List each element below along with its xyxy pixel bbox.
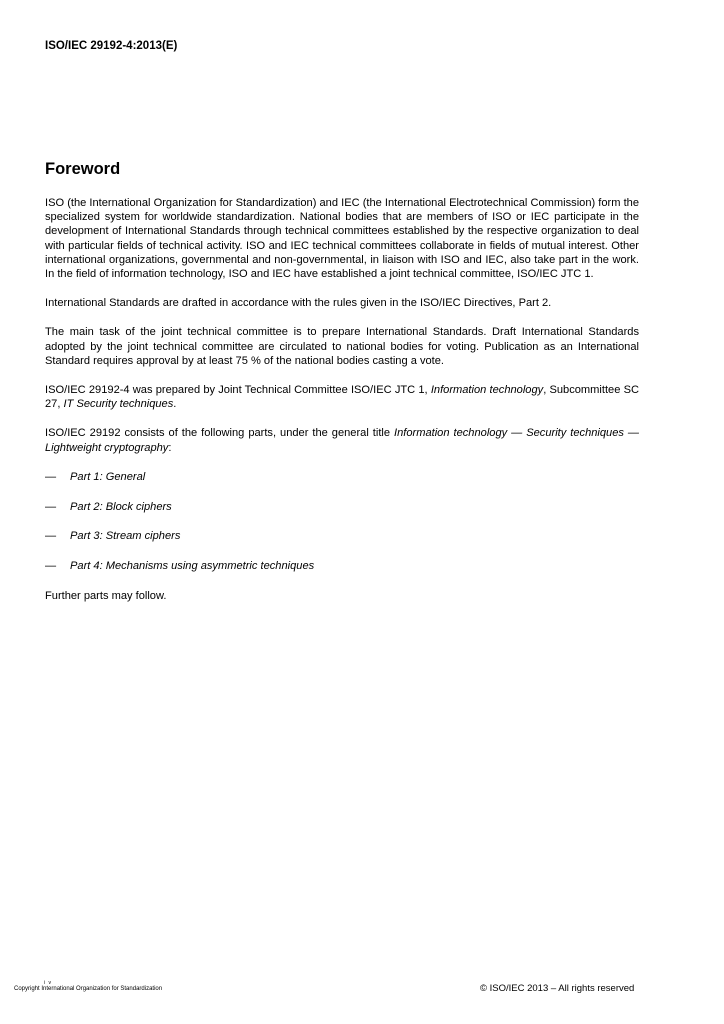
prepared-by-end: . xyxy=(173,398,177,411)
part-label: Part 3: Stream ciphers xyxy=(70,530,181,543)
paragraph-directives: International Standards are drafted in accordance with the rules given in the ISO/IEC Directives, Part 2. xyxy=(45,297,552,310)
general-title-italic: Information technology — Security techniques — Lightweight cryptography xyxy=(45,427,639,454)
prepared-by-subcommittee: , Subcommittee SC 27, xyxy=(45,384,639,411)
part-label: Part 2: Block ciphers xyxy=(70,500,172,513)
document-header: ISO/IEC 29192-4:2013(E) xyxy=(45,40,178,52)
dash-bullet: — xyxy=(45,559,57,572)
dash-bullet: — xyxy=(45,500,57,513)
paragraph-parts-intro xyxy=(45,426,639,454)
page-number: i v xyxy=(44,980,52,986)
prepared-by-title-italic: Information technology xyxy=(430,384,544,397)
part-label: Part 4: Mechanisms using asymmetric techniques xyxy=(70,559,315,572)
footer-copyright-right: © ISO/IEC 2013 – All rights reserved xyxy=(480,983,635,994)
paragraph-main-task: The main task of the joint technical committee is to prepare International Standards. Draft International Standards adopted by the joint technical committee are circulated to national bodies for voting. Publication as an International Standard requires approval by at least 75 % of the national bodies casting a vote. xyxy=(45,326,639,367)
dash-bullet: — xyxy=(45,530,57,543)
dash-bullet: — xyxy=(45,470,57,483)
list-item xyxy=(45,529,639,543)
part-label: Part 1: General xyxy=(70,470,146,483)
parts-intro-text: ISO/IEC 29192 consists of the following parts, under the general title xyxy=(45,427,395,440)
foreword-body xyxy=(45,196,639,618)
list-item xyxy=(45,559,639,573)
paragraph-organizations: ISO (the International Organization for Standardization) and IEC (the International Electrotechnical Commission) form the specialized system for worldwide standardization. National bodies that are members of ISO or IEC participate in the development of International Standards through technical committees established by the respective organization to deal with particular fields of technical activity. ISO and IEC technical committees collaborate in fields of mutual interest. Other international organizations, governmental and non-governmental, in liaison with ISO and IEC, also take part in the work. In the field of information technology, ISO and IEC have established a joint technical committee, ISO/IEC JTC 1. xyxy=(45,197,639,281)
parts-intro-end: : xyxy=(168,441,172,454)
prepared-by-text: ISO/IEC 29192-4 was prepared by Joint Technical Committee ISO/IEC JTC 1, xyxy=(45,384,431,397)
list-item xyxy=(45,500,639,514)
paragraph-prepared-by xyxy=(45,383,639,411)
list-item xyxy=(45,470,639,484)
parts-list xyxy=(45,470,639,573)
footer-copyright-left: Copyright International Organization for Standardization xyxy=(14,986,163,992)
prepared-by-sc-title-italic: IT Security techniques xyxy=(63,398,174,411)
paragraph-further-parts: Further parts may follow. xyxy=(45,589,167,602)
page-title: Foreword xyxy=(45,160,121,178)
